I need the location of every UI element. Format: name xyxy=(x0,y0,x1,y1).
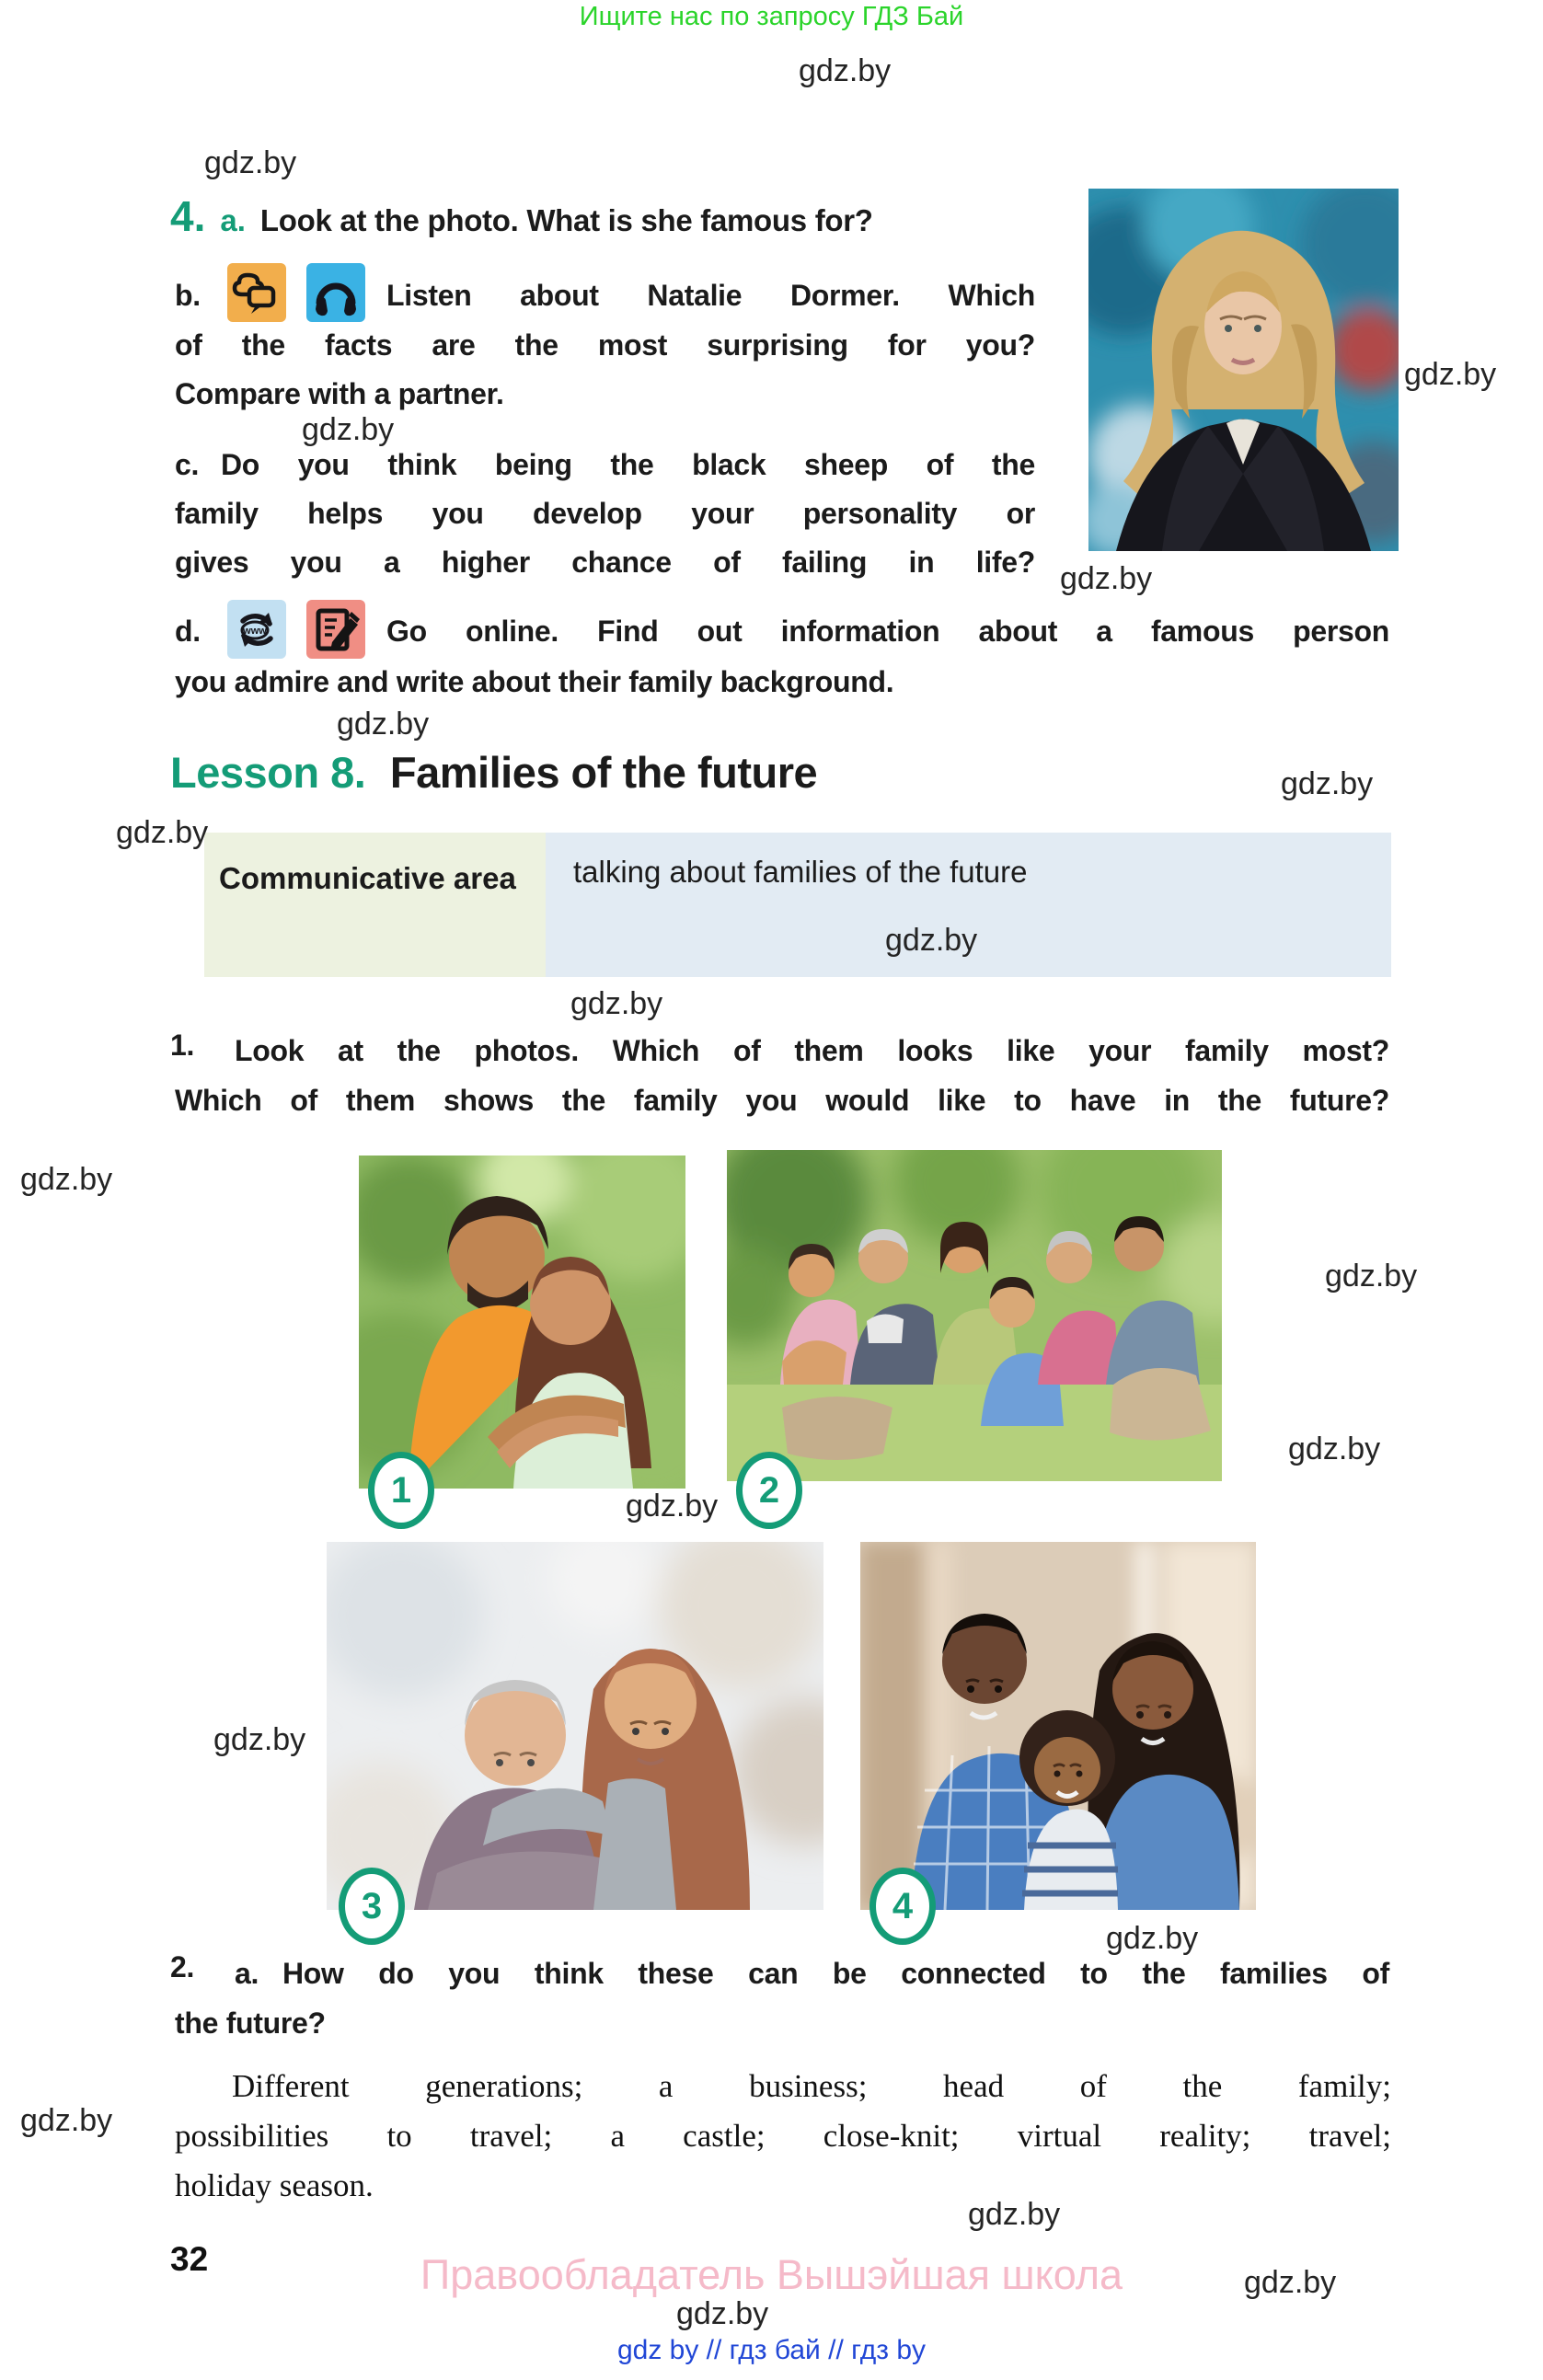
exercise-4b-line3: Compare with a partner. xyxy=(175,377,504,410)
exercise-1-line2: Which of them shows the family you would like to have in the future? xyxy=(175,1084,1389,1117)
table-cell-topic: talking about families of the future xyxy=(546,833,1391,977)
word-list-line3: holiday season. xyxy=(175,2167,374,2203)
exercise-4b-line2: of the facts are the most surprising for you? xyxy=(175,328,1035,362)
exercise-4a-text: Look at the photo. What is she famous for? xyxy=(259,203,873,237)
speaking-icon xyxy=(227,263,286,322)
table-cell-communicative-area: Communicative area xyxy=(204,833,546,977)
page-number: 32 xyxy=(170,2240,209,2278)
gdz-watermark: gdz.by xyxy=(1288,1431,1381,1466)
photo-1-badge xyxy=(368,1452,434,1529)
photo-4-badge xyxy=(869,1868,936,1945)
exercise-4a-row xyxy=(170,192,873,240)
photo-3-grandmother-granddaughter xyxy=(327,1542,823,1910)
gdz-watermark: gdz.by xyxy=(1244,2265,1337,2300)
lesson-number: Lesson 8. xyxy=(170,748,366,797)
exercise-1-number: 1. xyxy=(170,1029,195,1062)
exercise-4c-line1: Do you think being the black sheep of the xyxy=(221,448,1035,481)
gdz-watermark: gdz.by xyxy=(204,145,297,180)
natalie-dormer-illustration xyxy=(1088,189,1399,551)
copyright-notice: Правообладатель Вышэйшая школа xyxy=(420,2251,1123,2298)
gdz-watermark: gdz.by xyxy=(799,53,892,88)
lesson-heading xyxy=(170,747,817,798)
gdz-watermark: gdz.by xyxy=(885,923,978,958)
exercise-2a-line1: How do you think these can be connected to the families of xyxy=(282,1957,1389,1990)
photo-4-family-of-three xyxy=(860,1542,1256,1910)
communicative-area-table xyxy=(204,833,1391,977)
gdz-watermark: gdz.by xyxy=(302,412,395,447)
exercise-2-number: 2. xyxy=(170,1950,195,1983)
gdz-watermark: gdz.by xyxy=(1325,1259,1418,1293)
gdz-watermark: gdz.by xyxy=(337,707,430,742)
exercise-4c-line2: family helps you develop your personality or xyxy=(175,497,1035,530)
exercise-1-line1: Look at the photos. Which of them looks like your family most? xyxy=(235,1034,1389,1067)
lesson-title: Families of the future xyxy=(389,748,818,797)
word-list-line2: possibilities to travel; a castle; close-knit; virtual reality; travel; xyxy=(175,2118,1391,2154)
word-list-line1: Different generations; a business; head of the family; xyxy=(232,2068,1391,2104)
photo-1-couple xyxy=(359,1156,685,1489)
online-icon xyxy=(227,600,286,659)
gdz-watermark: gdz.by xyxy=(570,986,663,1021)
gdz-watermark: gdz.by xyxy=(1106,1921,1199,1956)
gdz-watermark: gdz.by xyxy=(20,2103,113,2138)
exercise-4b-label: b. xyxy=(175,279,201,312)
gdz-watermark: gdz.by xyxy=(1060,561,1153,596)
exercise-2a-line2: the future? xyxy=(175,2006,326,2040)
exercise-2a-label: a. xyxy=(235,1957,259,1990)
gdz-watermark: gdz.by xyxy=(968,2197,1061,2232)
svg-text:www: www xyxy=(243,626,267,637)
listening-icon xyxy=(306,263,365,322)
exercise-4b-line1: Listen about Natalie Dormer. Which xyxy=(386,279,1035,312)
exercise-4a-label: a. xyxy=(220,203,246,237)
photo-3-number: 3 xyxy=(361,1885,383,1926)
photo-2-badge xyxy=(736,1452,802,1529)
writing-icon xyxy=(306,600,365,659)
exercise-4c-label: c. xyxy=(175,448,200,481)
gdz-watermark: gdz.by xyxy=(116,815,209,850)
gdz-watermark: gdz.by xyxy=(676,2296,769,2331)
gdz-watermark: gdz.by xyxy=(20,1162,113,1197)
footer-links[interactable]: gdz by // гдз бай // гдз by xyxy=(616,2335,927,2365)
gdz-watermark: gdz.by xyxy=(213,1722,306,1757)
header-notice: Ищите нас по запросу ГДЗ Бай xyxy=(579,2,964,31)
natalie-dormer-photo xyxy=(1088,189,1399,551)
photo-4-number: 4 xyxy=(892,1885,914,1926)
gdz-watermark: gdz.by xyxy=(1404,357,1497,392)
photo-3-badge xyxy=(339,1868,405,1945)
photo-1-number: 1 xyxy=(390,1469,412,1511)
exercise-4-number: 4. xyxy=(170,192,206,240)
exercise-4d-label: d. xyxy=(175,615,201,648)
gdz-watermark: gdz.by xyxy=(626,1489,719,1523)
exercise-4d-line1: Go online. Find out information about a famous person xyxy=(386,615,1389,648)
photo-2-number: 2 xyxy=(758,1469,780,1511)
exercise-4c-line3: gives you a higher chance of failing in life? xyxy=(175,546,1035,579)
photo-2-big-family xyxy=(727,1150,1222,1481)
gdz-watermark: gdz.by xyxy=(1281,766,1374,801)
exercise-4d-line2: you admire and write about their family background. xyxy=(175,665,894,698)
